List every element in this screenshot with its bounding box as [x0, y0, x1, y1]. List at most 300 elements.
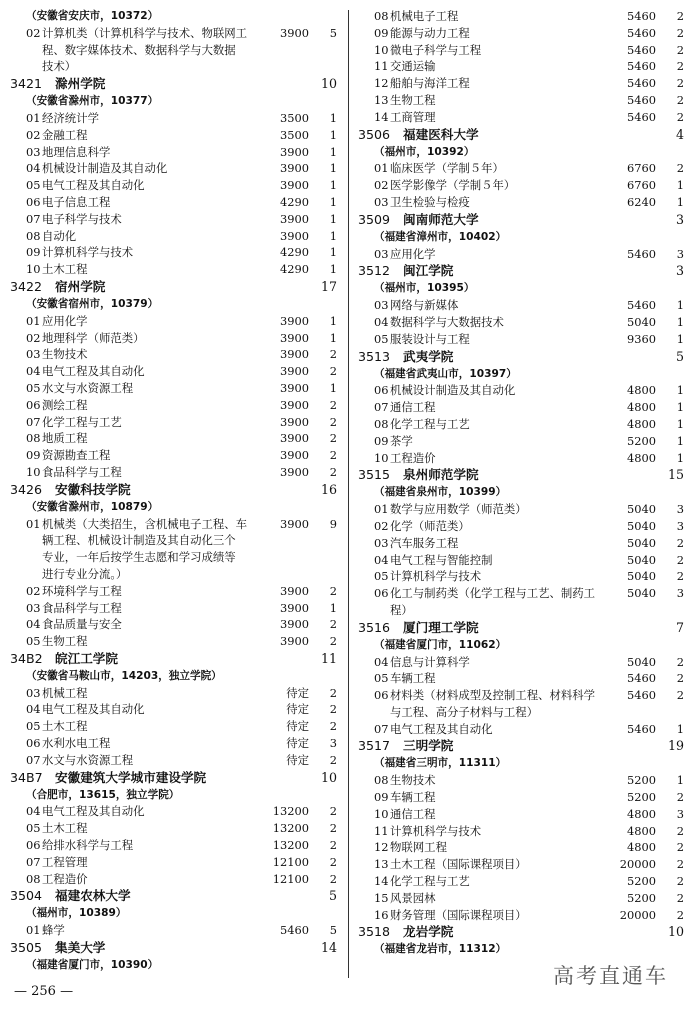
major-name: 电气工程及其自动化: [42, 804, 145, 819]
major-row: [358, 552, 688, 569]
school-location: （安徽省滁州市，10879）: [26, 500, 159, 513]
tuition-fee: 3900: [280, 583, 309, 598]
major-row: [10, 211, 341, 228]
school-code: 3504: [10, 888, 43, 904]
enrollment-count: 1: [329, 330, 337, 345]
major-number: 13: [374, 92, 389, 107]
major-name: 化学工程与工艺: [390, 416, 470, 431]
enrollment-count: 2: [676, 552, 684, 567]
major-number: 03: [374, 298, 389, 313]
tuition-fee: 3900: [280, 144, 309, 159]
tuition-fee: 5460: [627, 721, 656, 736]
major-number: 14: [374, 874, 389, 889]
tuition-fee: 5460: [627, 688, 656, 703]
enrollment-count: 3: [676, 806, 684, 821]
enrollment-count: 2: [329, 414, 337, 429]
major-row: [10, 871, 341, 888]
school-name: 滁州学院: [55, 76, 106, 92]
tuition-fee: 6240: [627, 194, 656, 209]
major-row: [358, 721, 688, 738]
enrollment-count: 5: [329, 25, 337, 40]
enrollment-count: 1: [676, 298, 684, 313]
major-row: [10, 160, 341, 177]
enrollment-count: 2: [676, 59, 684, 74]
enrollment-count: 3: [676, 502, 684, 517]
major-row: [10, 25, 341, 42]
major-number: 07: [26, 211, 41, 226]
enrollment-count: 1: [329, 144, 337, 159]
major-number: 06: [374, 688, 389, 703]
major-name: 数学与应用数学（师范类）: [390, 502, 527, 517]
school-total-quota: 10: [667, 924, 684, 940]
school-name: 福建医科大学: [403, 126, 479, 142]
major-number: 09: [26, 245, 41, 260]
page-number: — 256 —: [14, 984, 74, 999]
school-location: （福建省武夷山市，10397）: [374, 367, 517, 380]
major-name: 服装设计与工程: [390, 331, 470, 346]
major-row: [358, 160, 688, 177]
school-location: （福建省龙岩市，11312）: [374, 943, 507, 956]
major-number: 06: [374, 586, 389, 601]
school-name: 宿州学院: [55, 278, 106, 294]
enrollment-count: 2: [676, 9, 684, 23]
major-row: [358, 535, 688, 552]
tuition-fee: 13200: [272, 821, 309, 836]
major-name: 通信工程: [390, 806, 436, 821]
tuition-fee: 5460: [627, 42, 656, 57]
school-location: （福建省三明市，11311）: [374, 757, 507, 770]
major-name: 交通运输: [390, 59, 436, 74]
tuition-fee: 4800: [627, 840, 656, 855]
major-number: 09: [374, 790, 389, 805]
enrollment-count: 2: [329, 364, 337, 379]
major-row: [10, 516, 341, 533]
enrollment-count: 2: [329, 685, 337, 700]
major-number: 02: [26, 25, 41, 40]
major-number: 01: [374, 502, 389, 517]
tuition-fee: 3900: [280, 464, 309, 479]
major-row: [10, 380, 341, 397]
major-row: [358, 92, 688, 109]
major-name: 计算机科学与技术: [42, 245, 134, 260]
major-row: [358, 789, 688, 806]
major-name: 电气工程及其自动化: [42, 364, 145, 379]
tuition-fee: 3900: [280, 448, 309, 463]
major-name: 计算机类（计算机科学与技术、物联网工: [42, 25, 248, 40]
school-header: [10, 939, 341, 957]
major-name: 土木工程: [42, 821, 88, 836]
major-row: [358, 246, 688, 263]
school-code: 3509: [358, 211, 391, 227]
enrollment-count: 2: [676, 688, 684, 703]
major-row: [10, 464, 341, 481]
major-row: [358, 25, 688, 42]
school-name: 龙岩学院: [403, 924, 454, 940]
tuition-fee: 13200: [272, 838, 309, 853]
school-total-quota: 17: [320, 278, 337, 294]
tuition-fee: 9360: [627, 331, 656, 346]
major-number: 09: [374, 433, 389, 448]
tuition-fee: 5040: [627, 502, 656, 517]
tuition-fee: 5200: [627, 874, 656, 889]
major-row: [10, 228, 341, 245]
major-name-continued: 程、数字媒体技术、数据科学与大数据: [42, 42, 236, 57]
major-number: 06: [26, 736, 41, 751]
major-number: 10: [374, 806, 389, 821]
school-code: 3505: [10, 940, 43, 956]
tuition-fee: 待定: [286, 752, 309, 767]
school-code: 3512: [358, 263, 391, 279]
major-name: 电气工程与智能控制: [390, 552, 493, 567]
major-row: [358, 907, 688, 924]
major-name: 物联网工程: [390, 840, 447, 855]
major-number: 08: [26, 871, 41, 886]
major-name: 应用化学: [390, 246, 436, 261]
major-row: [358, 518, 688, 535]
major-name: 电气工程及其自动化: [42, 178, 145, 193]
school-code: 3513: [358, 348, 391, 364]
school-header: [10, 650, 341, 668]
right-column: [358, 8, 688, 958]
major-name: 机械工程: [42, 685, 88, 700]
watermark-logo-text: 高考直通车: [553, 964, 668, 988]
major-row: [10, 194, 341, 211]
major-name: 茶学: [390, 433, 413, 448]
major-name: 食品科学与工程: [42, 600, 122, 615]
major-row: [10, 837, 341, 854]
major-name: 工程管理: [42, 854, 88, 869]
major-name: 应用化学: [42, 313, 88, 328]
enrollment-count: 2: [329, 431, 337, 446]
major-name: 土木工程（国际课程项目）: [390, 857, 527, 872]
major-number: 04: [26, 617, 41, 632]
enrollment-count: 2: [676, 890, 684, 905]
school-name: 武夷学院: [403, 348, 454, 364]
major-name: 电气工程及其自动化: [390, 721, 493, 736]
major-row: [358, 856, 688, 873]
major-name: 数据科学与大数据技术: [390, 314, 504, 329]
tuition-fee: 3900: [280, 228, 309, 243]
tuition-fee: 5040: [627, 569, 656, 584]
major-row: [10, 922, 341, 939]
major-row: [10, 144, 341, 161]
major-name: 资源勘查工程: [42, 448, 111, 463]
major-number: 08: [26, 228, 41, 243]
tuition-fee: 3900: [280, 431, 309, 446]
major-name: 卫生检验与检疫: [390, 194, 470, 209]
major-number: 07: [26, 854, 41, 869]
enrollment-count: 5: [329, 923, 337, 938]
school-code: 3517: [358, 738, 391, 754]
major-row: [10, 685, 341, 702]
major-number: 07: [26, 752, 41, 767]
major-number: 12: [374, 840, 389, 855]
left-column: [10, 8, 341, 974]
major-name: 金融工程: [42, 127, 88, 142]
school-code: 34B2: [10, 650, 43, 666]
major-number: 09: [374, 25, 389, 40]
enrollment-count: 3: [329, 736, 337, 751]
major-row: [10, 127, 341, 144]
tuition-fee: 3900: [280, 516, 309, 531]
enrollment-count: 9: [329, 516, 337, 531]
major-row: [358, 75, 688, 92]
major-row: [10, 110, 341, 127]
major-row: [10, 803, 341, 820]
school-total-quota: 5: [328, 888, 337, 904]
tuition-fee: 3900: [280, 178, 309, 193]
tuition-fee: 3500: [280, 110, 309, 125]
enrollment-count: 1: [329, 228, 337, 243]
tuition-fee: 3900: [280, 617, 309, 632]
enrollment-count: 2: [676, 790, 684, 805]
school-location: （福州市，10395）: [374, 282, 475, 295]
school-header: [358, 737, 688, 755]
major-number: 04: [374, 654, 389, 669]
enrollment-count: 2: [676, 874, 684, 889]
major-number: 07: [26, 414, 41, 429]
school-total-quota: 3: [675, 211, 684, 227]
tuition-fee: 5200: [627, 433, 656, 448]
school-code: 3421: [10, 76, 43, 92]
major-name: 财务管理（国际课程项目）: [390, 907, 527, 922]
school-total-quota: 16: [320, 481, 337, 497]
enrollment-count: 1: [676, 450, 684, 465]
enrollment-count: 1: [329, 127, 337, 142]
major-row: [358, 433, 688, 450]
enrollment-count: 1: [329, 161, 337, 176]
enrollment-count: 2: [329, 871, 337, 886]
major-row: [10, 583, 341, 600]
school-header: [10, 278, 341, 296]
major-row: [358, 568, 688, 585]
major-row: [358, 109, 688, 126]
tuition-fee: 5460: [627, 9, 656, 23]
enrollment-count: 1: [676, 383, 684, 398]
school-location: （福州市，10389）: [26, 907, 127, 920]
school-code: 3506: [358, 126, 391, 142]
major-name: 环境科学与工程: [42, 583, 122, 598]
major-name: 车辆工程: [390, 671, 436, 686]
school-header: [358, 923, 688, 941]
enrollment-count: 1: [329, 245, 337, 260]
school-location: （合肥市，13615，独立学院）: [26, 788, 180, 801]
major-row: [358, 806, 688, 823]
major-number: 03: [374, 194, 389, 209]
enrollment-count: 1: [676, 178, 684, 193]
major-name: 机械设计制造及其自动化: [42, 161, 168, 176]
tuition-fee: 5040: [627, 654, 656, 669]
tuition-fee: 待定: [286, 685, 309, 700]
major-row: [10, 600, 341, 617]
enrollment-count: 2: [676, 92, 684, 107]
major-name: 食品质量与安全: [42, 617, 122, 632]
enrollment-count: 2: [676, 857, 684, 872]
major-name: 地理信息科学: [42, 144, 111, 159]
major-row: [358, 687, 688, 704]
major-number: 04: [374, 314, 389, 329]
major-name: 临床医学（学制５年）: [390, 161, 504, 176]
enrollment-count: 2: [329, 854, 337, 869]
enrollment-count: 1: [329, 211, 337, 226]
major-number: 04: [374, 552, 389, 567]
major-name: 能源与动力工程: [390, 25, 470, 40]
tuition-fee: 5200: [627, 890, 656, 905]
enrollment-count: 2: [329, 821, 337, 836]
school-name: 安徽科技学院: [55, 481, 131, 497]
major-number: 05: [374, 569, 389, 584]
major-row: [10, 752, 341, 769]
major-row: [10, 313, 341, 330]
tuition-fee: 12100: [272, 854, 309, 869]
tuition-fee: 5460: [627, 25, 656, 40]
major-name: 材料类（材料成型及控制工程、材料科学: [390, 688, 596, 703]
tuition-fee: 待定: [286, 702, 309, 717]
enrollment-count: 1: [329, 110, 337, 125]
tuition-fee: 3900: [280, 600, 309, 615]
enrollment-count: 2: [676, 907, 684, 922]
school-name: 泉州师范学院: [403, 467, 479, 483]
major-row: [10, 177, 341, 194]
school-location: （福建省厦门市，11062）: [374, 638, 507, 651]
major-name-continued: 专业，一年后按学生志愿和学习成绩等: [42, 550, 236, 565]
major-number: 08: [374, 9, 389, 23]
tuition-fee: 5200: [627, 773, 656, 788]
major-row: [358, 890, 688, 907]
major-row: [358, 873, 688, 890]
major-number: 03: [374, 535, 389, 550]
enrollment-count: 2: [329, 752, 337, 767]
enrollment-count: 2: [329, 448, 337, 463]
major-name: 地质工程: [42, 431, 88, 446]
enrollment-count: 1: [676, 416, 684, 431]
school-header: [10, 769, 341, 787]
school-total-quota: 10: [320, 76, 337, 92]
major-name: 土木工程: [42, 262, 88, 277]
major-number: 02: [26, 583, 41, 598]
major-name: 水文与水资源工程: [42, 380, 134, 395]
major-row: [10, 820, 341, 837]
major-name: 机械设计制造及其自动化: [390, 383, 516, 398]
enrollment-count: 2: [676, 535, 684, 550]
major-name: 生物技术: [42, 347, 88, 362]
enrollment-count: 1: [329, 600, 337, 615]
tuition-fee: 4800: [627, 823, 656, 838]
major-number: 05: [26, 634, 41, 649]
major-name: 测绘工程: [42, 397, 88, 412]
major-row: [10, 447, 341, 464]
school-location: （安徽省滁州市，10377）: [26, 95, 159, 108]
major-row: [10, 261, 341, 278]
enrollment-count: 3: [676, 586, 684, 601]
school-total-quota: 14: [320, 940, 337, 956]
school-code: 3426: [10, 481, 43, 497]
school-total-quota: 11: [320, 650, 337, 666]
school-header: [358, 126, 688, 144]
tuition-fee: 6760: [627, 178, 656, 193]
enrollment-count: 1: [676, 400, 684, 415]
major-number: 04: [26, 161, 41, 176]
enrollment-count: 2: [329, 464, 337, 479]
major-name: 通信工程: [390, 400, 436, 415]
school-name: 福建农林大学: [55, 888, 131, 904]
major-number: 10: [374, 450, 389, 465]
major-name: 食品科学与工程: [42, 464, 122, 479]
major-name-continued: 技术）: [42, 59, 77, 74]
tuition-fee: 3900: [280, 414, 309, 429]
major-number: 05: [26, 719, 41, 734]
major-number: 03: [374, 246, 389, 261]
major-number: 10: [374, 42, 389, 57]
major-row: [358, 177, 688, 194]
major-row: [10, 346, 341, 363]
school-total-quota: 15: [667, 467, 684, 483]
major-number: 10: [26, 262, 41, 277]
enrollment-count: 2: [676, 109, 684, 124]
major-name: 水文与水资源工程: [42, 752, 134, 767]
major-row: [10, 633, 341, 650]
school-name: 皖江工学院: [55, 650, 118, 666]
tuition-fee: 5040: [627, 314, 656, 329]
major-name: 电气工程及其自动化: [42, 702, 145, 717]
school-name: 闽南师范大学: [403, 211, 479, 227]
major-row: [358, 382, 688, 399]
major-number: 06: [26, 397, 41, 412]
major-number: 14: [374, 109, 389, 124]
major-number: 01: [26, 923, 41, 938]
tuition-fee: 20000: [619, 907, 656, 922]
major-number: 07: [374, 721, 389, 736]
enrollment-count: 2: [329, 583, 337, 598]
tuition-fee: 4800: [627, 450, 656, 465]
major-row: [10, 397, 341, 414]
school-total-quota: 3: [675, 263, 684, 279]
major-row: [10, 718, 341, 735]
major-name: 风景园林: [390, 890, 436, 905]
major-number: 01: [26, 313, 41, 328]
enrollment-count: 2: [329, 347, 337, 362]
major-row: [358, 416, 688, 433]
major-number: 05: [26, 178, 41, 193]
major-number: 02: [26, 330, 41, 345]
school-header: [358, 211, 688, 229]
enrollment-count: 2: [329, 397, 337, 412]
major-number: 11: [374, 823, 389, 838]
enrollment-count: 2: [676, 42, 684, 57]
tuition-fee: 5040: [627, 552, 656, 567]
tuition-fee: 3900: [280, 161, 309, 176]
major-number: 06: [26, 838, 41, 853]
enrollment-count: 2: [676, 25, 684, 40]
school-location: （安徽省宿州市，10379）: [26, 297, 159, 310]
major-row: [358, 8, 688, 25]
tuition-fee: 5460: [627, 59, 656, 74]
tuition-fee: 3900: [280, 364, 309, 379]
major-row: [358, 297, 688, 314]
enrollment-count: 2: [329, 634, 337, 649]
major-number: 02: [26, 127, 41, 142]
school-location: （福建省厦门市，10390）: [26, 959, 159, 972]
tuition-fee: 5040: [627, 586, 656, 601]
major-name: 机械电子工程: [390, 9, 459, 23]
tuition-fee: 3900: [280, 397, 309, 412]
school-name: 厦门理工学院: [403, 619, 479, 635]
school-header: [10, 75, 341, 93]
school-code: 3515: [358, 467, 391, 483]
major-row: [358, 314, 688, 331]
major-row: [358, 501, 688, 518]
major-name: 工程造价: [390, 450, 436, 465]
